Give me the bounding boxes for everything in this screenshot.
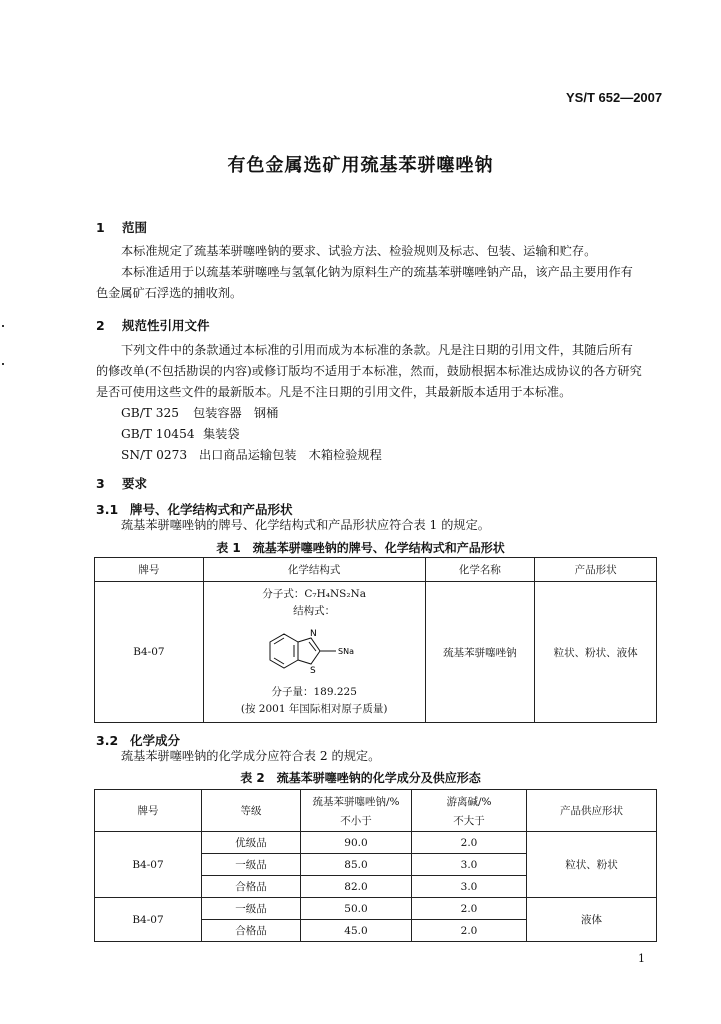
sec31-paragraph: 巯基苯骈噻唑钠的牌号、化学结构式和产品形状应符合表 1 的规定。 [121,518,490,532]
reference-name: 包装容器 钢桶 [193,406,279,420]
structure-cell [203,582,425,723]
sna-group: SNa [338,647,355,656]
alkali-cell: 3.0 [412,876,527,898]
section-2-heading [96,316,210,334]
scan-mark [2,363,4,365]
brand-cell: B4-07 [95,832,202,898]
page-number: 1 [638,952,645,965]
table-1 [94,557,657,723]
alkali-cell: 3.0 [412,854,527,876]
table-row [95,832,657,854]
atom-s: S [310,666,316,676]
header-brand: 牌号 [95,790,202,832]
form-cell: 液体 [527,898,657,942]
sec1-paragraph-1: 本标准规定了巯基苯骈噻唑钠的要求、试验方法、检验规则及标志、包装、运输和贮存。 [121,244,597,258]
sec32-paragraph: 巯基苯骈噻唑钠的化学成分应符合表 2 的规定。 [121,749,381,763]
section-title: 牌号、化学结构式和产品形状 [130,502,293,517]
structure-label: 结构式： [293,605,336,617]
form-cell: 粒状、粉状 [527,832,657,898]
sec2-paragraph-line-3: 是否可使用这些文件的最新版本。凡是不注日期的引用文件，其最新版本适用于本标准。 [96,385,572,399]
header-structure: 化学结构式 [203,558,425,582]
chemical-name-cell: 巯基苯骈噻唑钠 [425,582,535,723]
section-3-heading [96,474,147,492]
grade-cell: 合格品 [202,920,301,942]
reference-name: 出口商品运输包装 木箱检验规程 [199,448,382,462]
header-chemical-name: 化学名称 [425,558,535,582]
shape-cell: 粒状、粉状、液体 [535,582,657,723]
section-number: 1 [96,220,105,235]
header-brand: 牌号 [95,558,204,582]
header-shape: 产品形状 [535,558,657,582]
document-title: 有色金属选矿用巯基苯骈噻唑钠 [227,155,494,176]
reference-code: GB/T 10454 [121,427,195,441]
grade-cell: 一级品 [202,854,301,876]
reference-item [121,445,382,466]
table-1-caption: 表 1 巯基苯骈噻唑钠的牌号、化学结构式和产品形状 [216,541,505,555]
thiazole-ring [298,638,320,664]
section-title: 范围 [122,220,148,235]
sec2-paragraph-line-2: 的修改单(不包括勘误的内容)或修订版均不适用于本标准，然而，鼓励根据本标准达成协议的各方研究 [96,364,642,378]
scan-mark [2,325,4,327]
molecular-weight: 分子量：189.225 [271,686,357,698]
header-supply-form: 产品供应形状 [527,790,657,832]
section-number: 3 [96,476,105,491]
header-content [301,790,412,832]
grade-cell: 合格品 [202,876,301,898]
header-grade: 等级 [202,790,301,832]
header-alkali [412,790,527,832]
content-cell: 82.0 [301,876,412,898]
alkali-cell: 2.0 [412,898,527,920]
alkali-cell: 2.0 [412,832,527,854]
content-cell: 90.0 [301,832,412,854]
reference-code: GB/T 325 [121,406,180,420]
benzothiazole-structure [254,620,374,684]
reference-name: 集装袋 [203,427,240,441]
reference-code: SN/T 0273 [121,448,188,462]
header-content-name: 巯基苯骈噻唑钠/% [312,795,400,808]
header-content-limit: 不小于 [340,814,372,827]
table-row [95,898,657,920]
section-number: 3.2 [96,733,119,748]
table-2 [94,789,657,942]
brand-cell: B4-07 [95,582,204,723]
section-title: 要求 [122,476,148,491]
reference-item [121,403,278,424]
molecular-formula: 分子式：C₇H₄NS₂Na [262,588,366,600]
sec2-paragraph-line-1: 下列文件中的条款通过本标准的引用而成为本标准的条款。凡是注日期的引用文件，其随后所有 [121,343,633,357]
content-cell: 85.0 [301,854,412,876]
header-alkali-limit: 不大于 [453,814,485,827]
header-alkali-name: 游离碱/% [446,795,492,808]
section-title: 规范性引用文件 [122,318,210,333]
content-cell: 50.0 [301,898,412,920]
content-cell: 45.0 [301,920,412,942]
section-title: 化学成分 [130,733,181,748]
molecular-weight-note: (按 2001 年国际相对原子质量) [240,703,388,715]
alkali-cell: 2.0 [412,920,527,942]
section-number: 2 [96,318,105,333]
brand-cell: B4-07 [95,898,202,942]
section-1-heading [96,218,147,236]
standard-code: YS/T 652—2007 [566,90,663,105]
grade-cell: 一级品 [202,898,301,920]
table-2-caption: 表 2 巯基苯骈噻唑钠的化学成分及供应形态 [240,771,481,785]
reference-item [121,424,240,445]
atom-n: N [310,629,317,639]
grade-cell: 优级品 [202,832,301,854]
section-number: 3.1 [96,502,119,517]
sec1-paragraph-2-line-2: 色金属矿石浮选的捕收剂。 [96,286,243,300]
sec1-paragraph-2-line-1: 本标准适用于以巯基苯骈噻唑与氢氧化钠为原料生产的巯基苯骈噻唑钠产品，该产品主要用作有 [121,265,633,279]
